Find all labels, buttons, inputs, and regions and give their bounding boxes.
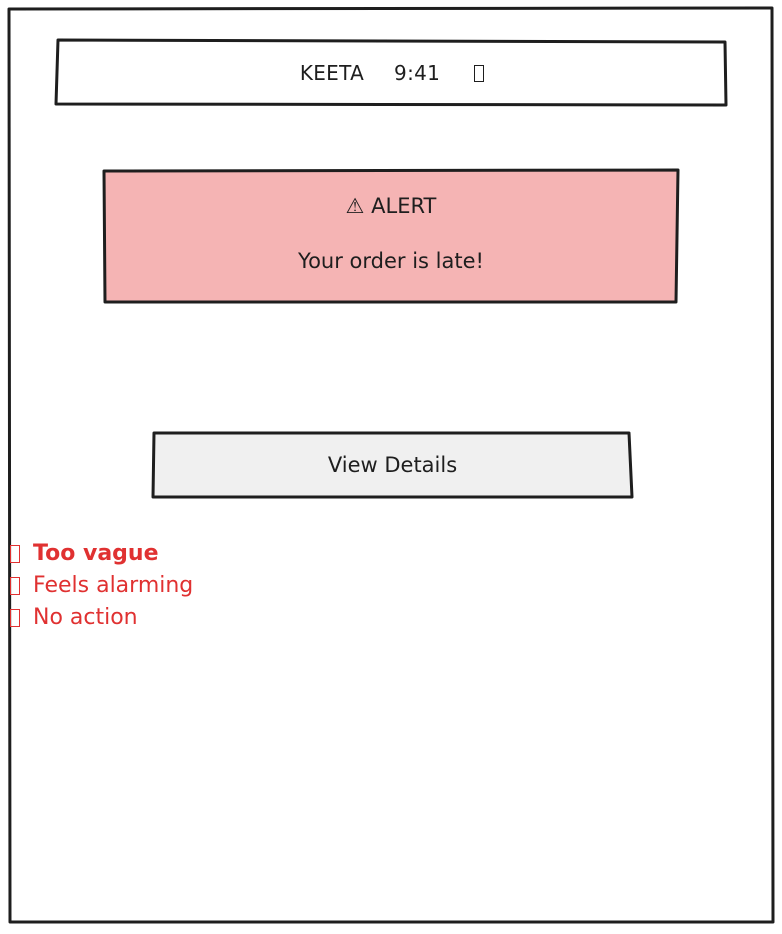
missing-glyph-icon	[10, 577, 20, 595]
alert-message: Your order is late!	[298, 249, 484, 273]
missing-glyph-icon	[10, 545, 20, 563]
status-time: 9:41	[394, 61, 441, 85]
issue-label: Too vague	[33, 541, 159, 566]
issue-list	[10, 538, 193, 634]
status-bar	[58, 42, 726, 104]
missing-glyph-icon	[474, 65, 484, 82]
missing-glyph-icon	[10, 609, 20, 627]
app-name: KEETA	[299, 61, 365, 85]
issue-label: No action	[33, 605, 138, 630]
alert-banner	[104, 170, 678, 302]
view-details-button[interactable]: View Details	[154, 434, 631, 496]
alert-title: ⚠ ALERT	[345, 194, 437, 218]
issue-item	[10, 538, 193, 570]
issue-item	[10, 602, 193, 634]
issue-item	[10, 570, 193, 602]
issue-label: Feels alarming	[33, 573, 194, 598]
